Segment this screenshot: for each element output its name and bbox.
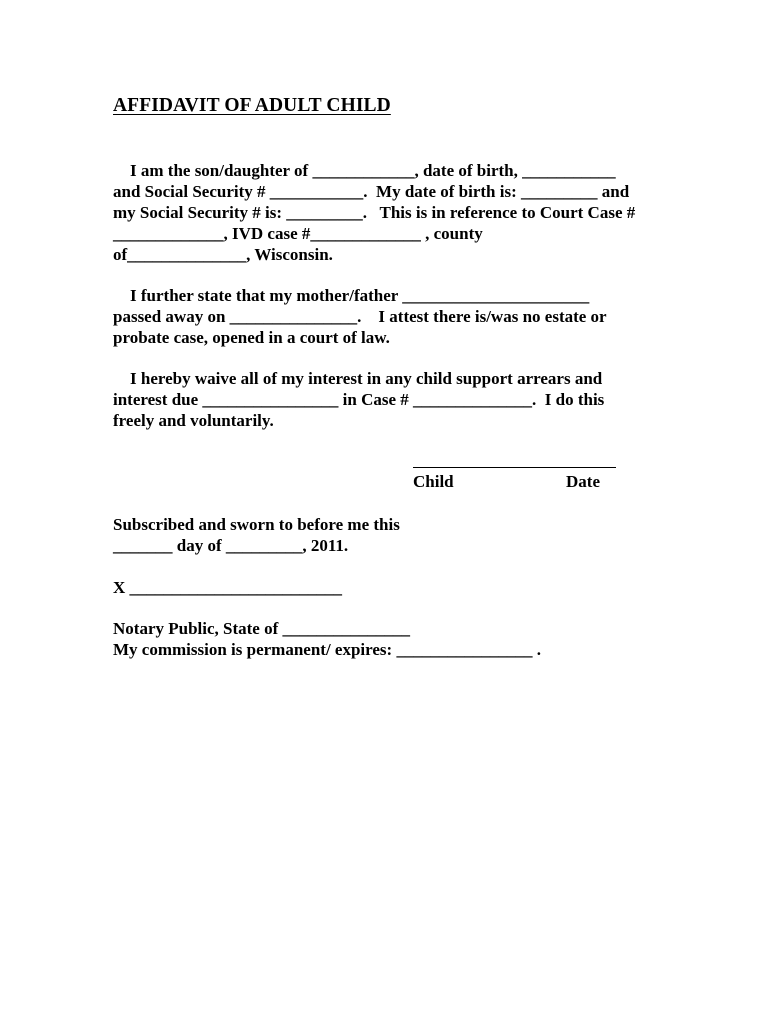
paragraph-1-line-3: my Social Security # is: _________. This is in reference to Court Case # [113,203,636,222]
paragraph-2-line-3: probate case, opened in a court of law. [113,328,390,347]
paragraph-3-line-3: freely and voluntarily. [113,411,274,430]
paragraph-2-line-2: passed away on _______________. I attest there is/was no estate or [113,307,607,326]
subscribed-line-1: Subscribed and sworn to before me this [113,515,400,534]
document-title: AFFIDAVIT OF ADULT CHILD [113,95,391,116]
paragraph-3-line-2: interest due ________________ in Case # ______________. I do this [113,390,605,409]
notary-state-line: Notary Public, State of _______________ [113,619,411,638]
notary-signature-line: X _________________________ [113,578,343,597]
notary-commission-line: My commission is permanent/ expires: ________________ . [113,640,541,659]
child-signature-line [413,467,616,468]
paragraph-1-line-4: _____________, IVD case #_____________ , county [113,224,483,243]
subscribed-line-2: _______ day of _________, 2011. [113,536,349,555]
signature-date-label: Date [566,472,600,491]
paragraph-1-line-5: of______________, Wisconsin. [113,245,333,264]
paragraph-2-line-1: I further state that my mother/father ______________________ [113,286,590,305]
paragraph-3-line-1: I hereby waive all of my interest in any child support arrears and [113,369,603,388]
paragraph-1-line-1: I am the son/daughter of ____________, date of birth, ___________ [113,161,616,180]
paragraph-1-line-2: and Social Security # ___________. My date of birth is: _________ and [113,182,630,201]
child-signature-label: Child [413,472,454,491]
